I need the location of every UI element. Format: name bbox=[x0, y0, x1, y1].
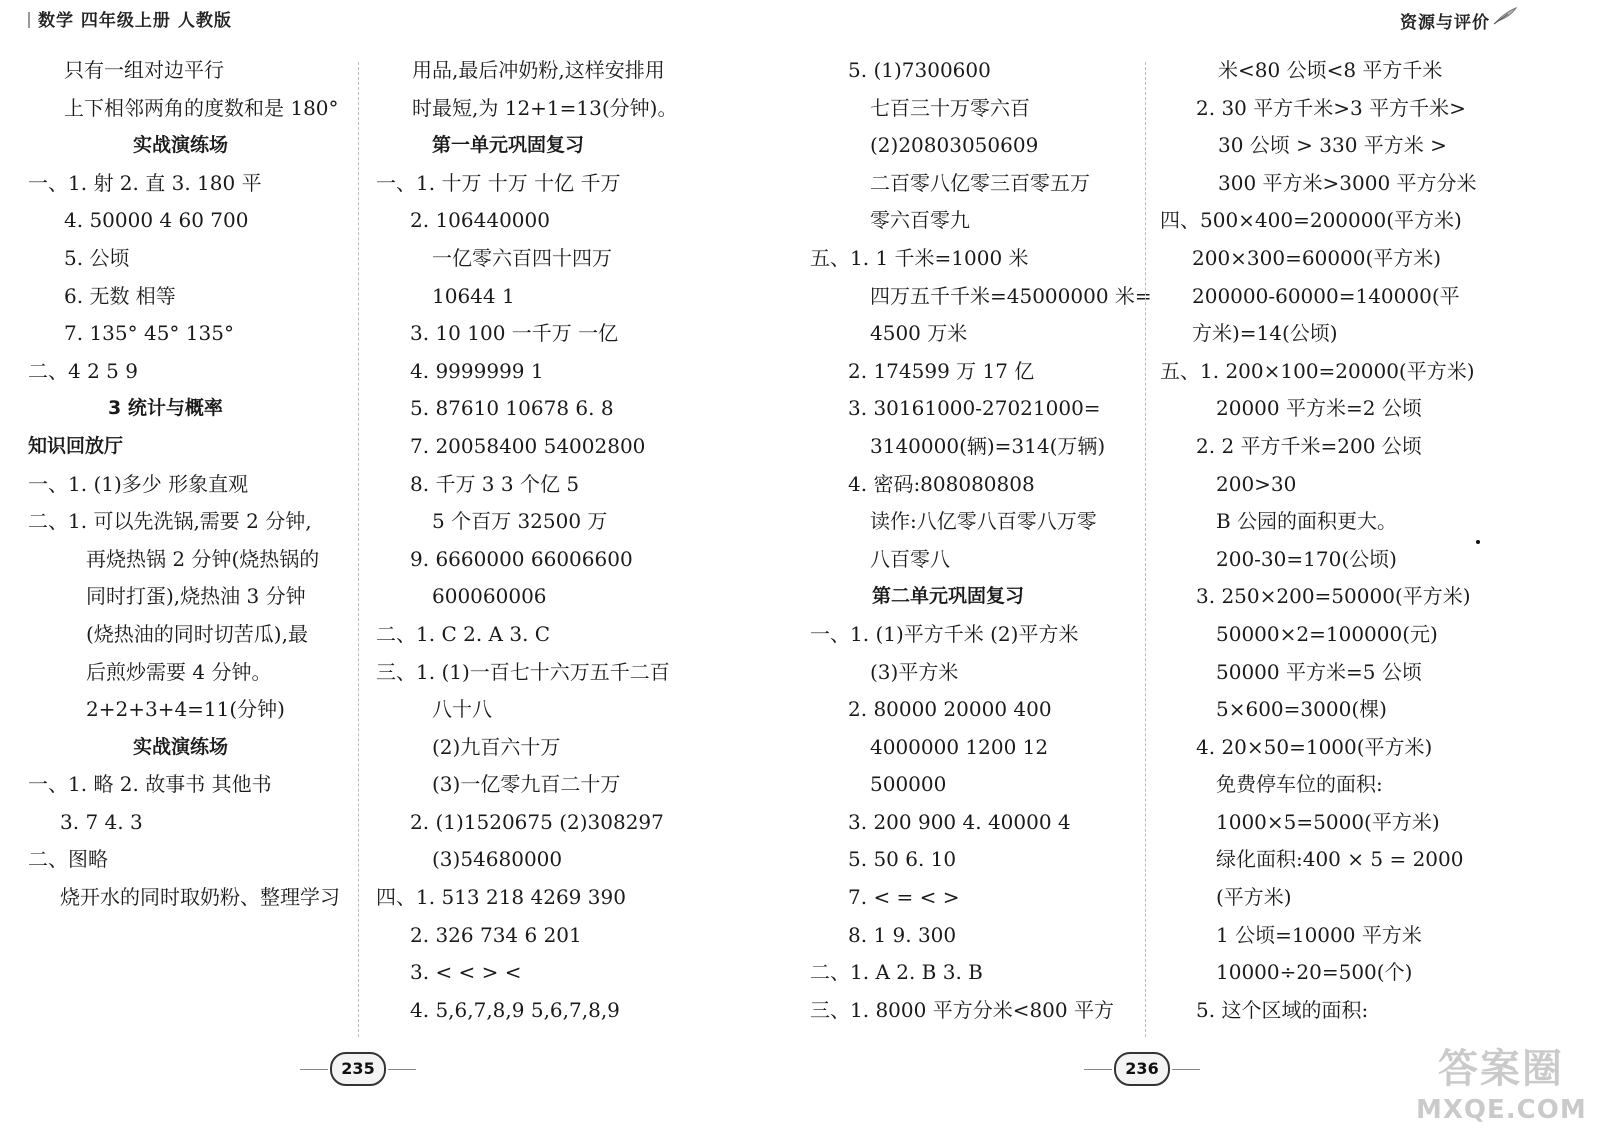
column-divider bbox=[1145, 62, 1146, 1037]
answer-line: 4. 9999999 1 bbox=[410, 358, 544, 383]
answer-line: 30 公顷 > 330 平方米 > bbox=[1218, 133, 1447, 158]
answer-line: 一、1. 十万 十万 十亿 千万 bbox=[376, 170, 621, 195]
answer-line: (烧热油的同时切苦瓜),最 bbox=[86, 621, 308, 646]
answer-line: 四万五千千米=45000000 米= bbox=[870, 283, 1152, 308]
answer-line: 4. 50000 4 60 700 bbox=[64, 208, 249, 233]
answer-line: 三、1. 8000 平方分米<800 平方 bbox=[810, 997, 1114, 1022]
header-left bbox=[28, 6, 232, 31]
answer-line: 2. 2 平方千米=200 公顷 bbox=[1196, 433, 1422, 458]
answer-line: 3. < < > < bbox=[410, 960, 522, 985]
section-heading: 知识回放厅 bbox=[28, 434, 124, 457]
page-number-right: 236 bbox=[1114, 1052, 1170, 1086]
answer-column-1 bbox=[28, 52, 348, 917]
answer-line: 4000000 1200 12 bbox=[870, 734, 1049, 759]
answer-line: (3)54680000 bbox=[432, 847, 563, 872]
answer-line: B 公园的面积更大。 bbox=[1216, 509, 1398, 534]
answer-line: 免费停车位的面积: bbox=[1216, 772, 1383, 797]
answer-line: 2. 106440000 bbox=[410, 208, 550, 233]
answer-line: 4500 万米 bbox=[870, 321, 968, 346]
answer-line: 7. 135° 45° 135° bbox=[64, 321, 234, 346]
answer-line: 3140000(辆)=314(万辆) bbox=[870, 433, 1106, 458]
answer-line: 2+2+3+4=11(分钟) bbox=[86, 697, 285, 722]
answer-line: 再烧热锅 2 分钟(烧热锅的 bbox=[86, 546, 320, 571]
answer-line: 方米)=14(公顷) bbox=[1192, 321, 1338, 346]
answer-line: 只有一组对边平行 bbox=[64, 58, 224, 82]
section-heading: 实战演练场 bbox=[133, 134, 229, 157]
answer-line: 5. 50 6. 10 bbox=[848, 847, 957, 872]
answer-line: 烧开水的同时取奶粉、整理学习 bbox=[60, 885, 340, 910]
answer-line: 后煎炒需要 4 分钟。 bbox=[86, 659, 272, 684]
answer-line: (2)20803050609 bbox=[870, 133, 1039, 158]
section-heading: 第一单元巩固复习 bbox=[432, 134, 585, 157]
answer-line: 200×300=60000(平方米) bbox=[1192, 245, 1442, 270]
answer-line: 2. 326 734 6 201 bbox=[410, 922, 582, 947]
answer-line: 四、1. 513 218 4269 390 bbox=[376, 885, 626, 910]
answer-line: (3)一亿零九百二十万 bbox=[432, 772, 621, 797]
ink-dot bbox=[1476, 540, 1480, 544]
answer-line: 5 个百万 32500 万 bbox=[432, 509, 608, 534]
answer-line: 2. 174599 万 17 亿 bbox=[848, 358, 1035, 383]
answer-line: 2. 30 平方千米>3 平方千米> bbox=[1196, 95, 1466, 120]
answer-line: (2)九百六十万 bbox=[432, 734, 561, 759]
answer-line: 3. 250×200=50000(平方米) bbox=[1196, 584, 1471, 609]
answer-line: 八十八 bbox=[432, 697, 492, 722]
page-number-left: 235 bbox=[330, 1052, 386, 1086]
answer-line: 200-30=170(公顷) bbox=[1216, 546, 1397, 571]
answer-line: 一亿零六百四十四万 bbox=[432, 245, 612, 270]
answer-line: 二百零八亿零三百零五万 bbox=[870, 170, 1090, 195]
answer-line: 5×600=3000(棵) bbox=[1216, 697, 1387, 722]
answer-column-4 bbox=[1160, 52, 1500, 1029]
answer-line: 五、1. 200×100=20000(平方米) bbox=[1160, 358, 1475, 383]
answer-line: 5. 公顷 bbox=[64, 245, 130, 270]
answer-line: 二、1. A 2. B 3. B bbox=[810, 960, 983, 985]
answer-line: 20000 平方米=2 公顷 bbox=[1216, 396, 1422, 421]
answer-line: 600060006 bbox=[432, 584, 547, 609]
answer-line: 米<80 公顷<8 平方千米 bbox=[1218, 58, 1443, 82]
answer-line: 50000 平方米=5 公顷 bbox=[1216, 659, 1422, 684]
answer-line: 2. (1)1520675 (2)308297 bbox=[410, 809, 664, 834]
answer-line: 10644 1 bbox=[432, 283, 515, 308]
answer-line: 用品,最后冲奶粉,这样安排用 bbox=[412, 58, 665, 82]
answer-line: 200000-60000=140000(平 bbox=[1192, 283, 1460, 308]
answer-line: 读作:八亿零八百零八万零 bbox=[870, 509, 1097, 534]
answer-line: 8. 千万 3 3 个亿 5 bbox=[410, 471, 580, 496]
answer-line: 50000×2=100000(元) bbox=[1216, 621, 1438, 646]
answer-column-3 bbox=[810, 52, 1152, 1029]
answer-line: 绿化面积:400 × 5 = 2000 bbox=[1216, 847, 1464, 872]
answer-line: (3)平方米 bbox=[870, 659, 959, 684]
answer-line: 五、1. 1 千米=1000 米 bbox=[810, 245, 1029, 270]
answer-line: 3. 10 100 一千万 一亿 bbox=[410, 321, 619, 346]
section-heading: 3 统计与概率 bbox=[108, 397, 223, 420]
answer-line: 一、1. (1)平方千米 (2)平方米 bbox=[810, 621, 1079, 646]
answer-line: 4. 密码:808080808 bbox=[848, 471, 1035, 496]
answer-line: 同时打蛋),烧热油 3 分钟 bbox=[86, 584, 306, 609]
answer-line: 10000÷20=500(个) bbox=[1216, 960, 1413, 985]
answer-line: 3. 200 900 4. 40000 4 bbox=[848, 809, 1071, 834]
answer-line: 二、1. 可以先洗锅,需要 2 分钟, bbox=[28, 509, 312, 534]
quill-icon bbox=[1492, 6, 1518, 26]
answer-line: 时最短,为 12+1=13(分钟)。 bbox=[412, 95, 678, 120]
answer-line: 二、图略 bbox=[28, 847, 108, 872]
answer-line: 八百零八 bbox=[870, 546, 950, 571]
answer-line: 零六百零九 bbox=[870, 208, 970, 233]
answer-line: 3. 7 4. 3 bbox=[60, 809, 143, 834]
answer-line: 300 平方米>3000 平方分米 bbox=[1218, 170, 1477, 195]
section-heading: 实战演练场 bbox=[133, 735, 229, 758]
answer-line: 四、500×400=200000(平方米) bbox=[1160, 208, 1462, 233]
answer-line: 一、1. 射 2. 直 3. 180 平 bbox=[28, 170, 262, 195]
answer-line: 6. 无数 相等 bbox=[64, 283, 176, 308]
answer-line: 7. 20058400 54002800 bbox=[410, 433, 646, 458]
answer-line: 1000×5=5000(平方米) bbox=[1216, 809, 1440, 834]
answer-column-2 bbox=[376, 52, 776, 1029]
answer-line: 9. 6660000 66006600 bbox=[410, 546, 633, 571]
answer-line: 4. 5,6,7,8,9 5,6,7,8,9 bbox=[410, 997, 620, 1022]
answer-line: 一、1. (1)多少 形象直观 bbox=[28, 471, 249, 496]
answer-line: 200>30 bbox=[1216, 471, 1297, 496]
answer-line: 5. 87610 10678 6. 8 bbox=[410, 396, 614, 421]
section-heading: 第二单元巩固复习 bbox=[872, 585, 1025, 608]
watermark bbox=[1416, 1044, 1586, 1136]
answer-line: 500000 bbox=[870, 772, 947, 797]
answer-line: (平方米) bbox=[1216, 885, 1292, 910]
answer-line: 5. 这个区域的面积: bbox=[1196, 997, 1369, 1022]
watermark-logo-text: 答案圈 bbox=[1438, 1046, 1564, 1092]
answer-line: 二、4 2 5 9 bbox=[28, 358, 138, 383]
header-divider bbox=[28, 12, 30, 28]
answer-line: 一、1. 略 2. 故事书 其他书 bbox=[28, 772, 272, 797]
book-title: 数学 四年级上册 人教版 bbox=[38, 11, 232, 31]
answer-line: 三、1. (1)一百七十六万五千二百 bbox=[376, 659, 670, 684]
answer-line: 4. 20×50=1000(平方米) bbox=[1196, 734, 1433, 759]
answer-line: 7. < = < > bbox=[848, 885, 960, 910]
answer-line: 2. 80000 20000 400 bbox=[848, 697, 1052, 722]
answer-line: 8. 1 9. 300 bbox=[848, 922, 957, 947]
watermark-url: MXQE.COM bbox=[1416, 1095, 1587, 1125]
answer-line: 1 公顷=10000 平方米 bbox=[1216, 922, 1422, 947]
answer-line: 七百三十万零六百 bbox=[870, 95, 1030, 120]
answer-line: 二、1. C 2. A 3. C bbox=[376, 621, 551, 646]
answer-line: 3. 30161000-27021000= bbox=[848, 396, 1101, 421]
answer-line: 上下相邻两角的度数和是 180° bbox=[64, 95, 339, 120]
answer-line: 5. (1)7300600 bbox=[848, 58, 991, 82]
header-right: 资源与评价 bbox=[1400, 13, 1490, 33]
column-divider bbox=[358, 62, 359, 1037]
